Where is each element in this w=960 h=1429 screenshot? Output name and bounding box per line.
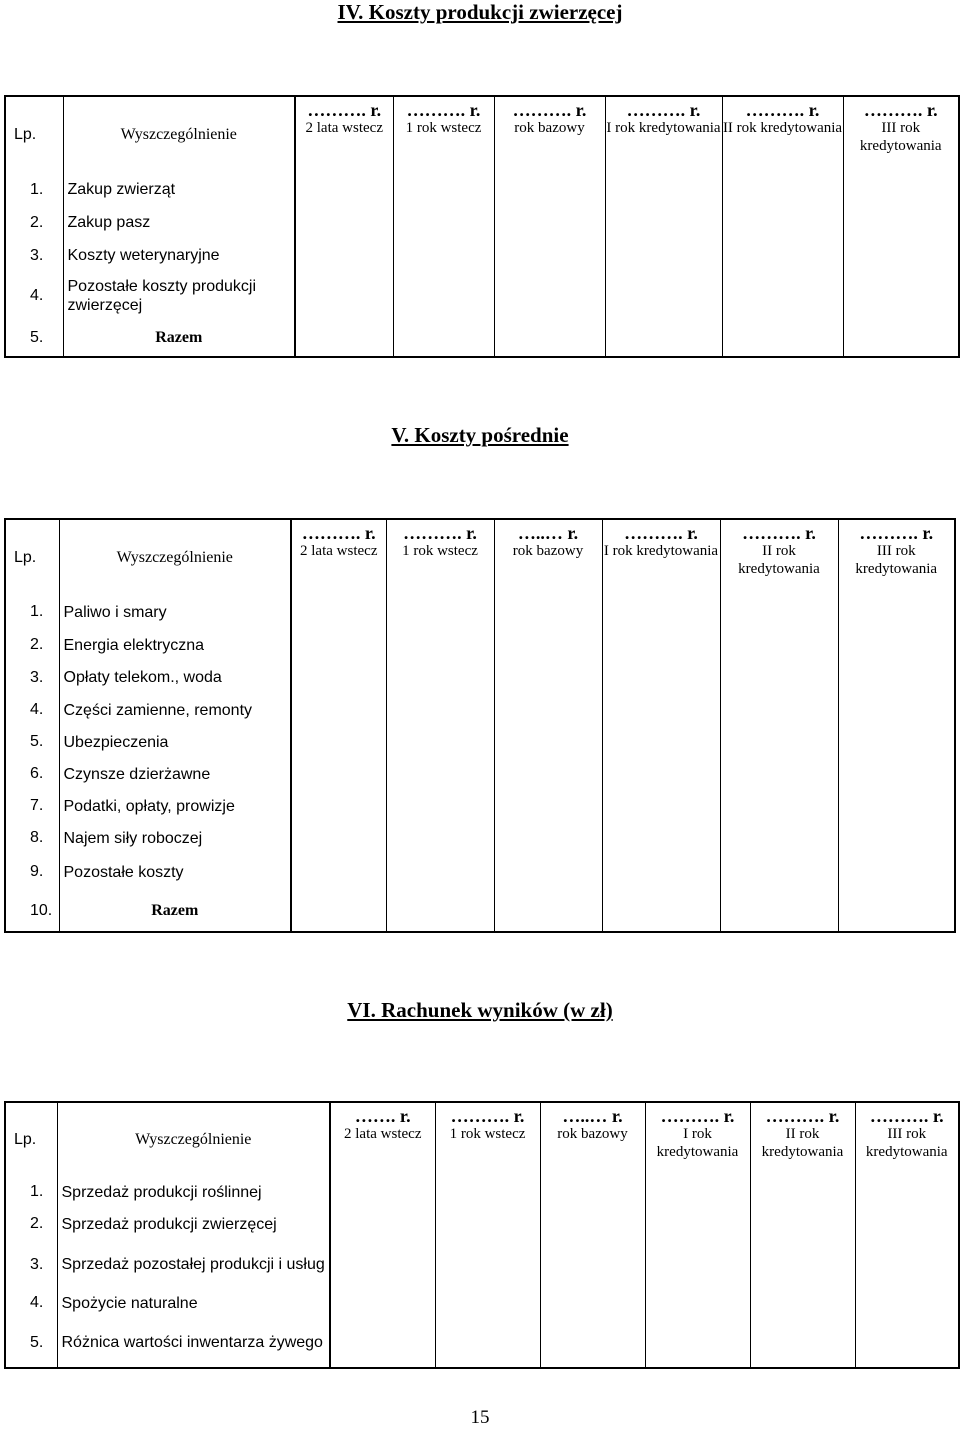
year-sublabel: 1 rok wstecz [405,120,482,136]
row-number: 8. [30,829,44,846]
row-number: 5. [30,1333,44,1351]
year-sublabel: 2 lata wstecz [305,120,383,136]
year-label: ………. r. [307,100,382,120]
row-number: 3. [30,1255,44,1273]
header-lp: Lp. [14,1131,37,1148]
row-label: Zakup pasz [63,206,295,239]
row-label: Sprzedaż pozostałej produkcji i usług [57,1241,330,1288]
table-rachunek-wynikow [4,1101,960,1369]
header-lp: Lp. [14,126,37,143]
year-sublabel: I rok kredytowania [606,120,721,136]
row-label-razem: Razem [63,319,295,357]
year-column-4[interactable] [602,519,720,932]
year-column-6[interactable] [843,96,959,357]
year-label: ………. r. [660,1106,735,1126]
year-sublabel: 2 lata wstecz [344,1126,422,1142]
section-title-v: V. Koszty pośrednie [391,423,569,447]
year-label: ………. r. [765,1106,840,1126]
row-number: 3. [30,246,44,264]
row-label: Zakup zwierząt [63,173,295,206]
year-label: …..… r. [517,523,579,543]
row-label: Ubezpieczenia [59,726,291,758]
year-sublabel: II rok kredytowania [738,543,820,577]
row-label: Sprzedaż produkcji roślinnej [57,1177,330,1207]
header-lp: Lp. [14,548,37,566]
row-label: Części zamienne, remonty [59,694,291,726]
row-label: Paliwo i smary [59,595,291,629]
year-label: ………. r. [742,523,816,543]
year-column-4[interactable] [605,96,722,357]
table-koszty-posrednie [4,518,956,933]
year-label: …..… r. [562,1106,623,1126]
year-sublabel: II rok kredytowania [761,1126,844,1160]
year-sublabel: III rok kredytowania [865,1126,948,1160]
year-sublabel: 1 rok wstecz [402,543,478,559]
year-column-3[interactable] [494,519,602,932]
header-row [5,1102,959,1177]
row-number: 2. [30,636,44,653]
year-column-5[interactable] [720,519,838,932]
row-label: Opłaty telekom., woda [59,661,291,694]
year-label: ……. r. [354,1106,411,1126]
year-sublabel: III rok kredytowania [855,543,938,577]
header-wyszczegolnienie: Wyszczególnienie [57,1102,330,1177]
row-number: 5. [30,733,44,750]
row-label: Pozostałe koszty produkcji zwierzęcej [63,272,295,319]
year-column-2[interactable] [435,1102,540,1368]
row-label-razem: Razem [59,890,291,932]
year-sublabel: rok bazowy [557,1126,628,1142]
year-label: ………. r. [624,523,698,543]
year-column-5[interactable] [722,96,843,357]
year-label: ………. r. [403,523,477,543]
row-label: Czynsze dzierżawne [59,758,291,790]
row-number: 6. [30,765,44,782]
year-label: ………. r. [863,100,938,120]
row-number: 4. [30,286,44,304]
year-column-4[interactable] [645,1102,750,1368]
year-label: ………. r. [301,523,376,543]
year-column-3[interactable] [494,96,605,357]
year-sublabel: I rok kredytowania [603,543,719,559]
year-sublabel: I rok kredytowania [656,1126,739,1160]
row-label: Podatki, opłaty, prowizje [59,790,291,822]
row-number: 10. [30,901,53,919]
year-label: ………. r. [512,100,587,120]
year-sublabel: 1 rok wstecz [449,1126,526,1142]
year-sublabel: III rok kredytowania [859,120,942,154]
row-label: Sprzedaż produkcji zwierzęcej [57,1207,330,1241]
year-label: ………. r. [450,1106,525,1126]
year-column-1[interactable] [291,519,386,932]
row-number: 7. [30,797,44,814]
row-number: 3. [30,668,44,686]
year-label: ………. r. [869,1106,944,1126]
row-number: 2. [30,213,44,231]
year-sublabel: rok bazowy [514,120,585,136]
year-column-3[interactable] [540,1102,645,1368]
row-number: 2. [30,1215,44,1232]
row-number: 1. [30,603,44,620]
table-koszty-produkcji-zwierzecej [4,95,960,358]
row-label: Pozostałe koszty [59,854,291,890]
row-number: 1. [30,180,44,198]
row-number: 9. [30,863,44,880]
year-column-5[interactable] [750,1102,855,1368]
year-sublabel: II rok kredytowania [722,120,843,136]
row-number: 5. [30,328,44,346]
header-wyszczegolnienie: Wyszczególnienie [63,96,295,173]
year-label: ………. r. [406,100,481,120]
section-title-iv: IV. Koszty produkcji zwierzęcej [337,0,623,24]
row-number: 4. [30,701,44,718]
year-column-6[interactable] [838,519,955,932]
year-column-2[interactable] [393,96,494,357]
header-wyszczegolnienie: Wyszczególnienie [59,519,291,595]
row-number: 1. [30,1183,44,1200]
row-number: 4. [30,1294,44,1311]
year-column-1[interactable] [295,96,393,357]
header-row [5,96,959,173]
header-row [5,519,955,595]
row-label: Koszty weterynaryjne [63,239,295,272]
section-title-vi: VI. Rachunek wyników (w zł) [347,998,613,1022]
year-column-6[interactable] [855,1102,959,1368]
year-column-2[interactable] [386,519,494,932]
year-label: ………. r. [626,100,701,120]
year-label: ………. r. [859,523,934,543]
row-label: Spożycie naturalne [57,1288,330,1318]
year-column-1[interactable] [330,1102,435,1368]
page-number: 15 [470,1407,490,1428]
row-label: Najem siły roboczej [59,822,291,854]
row-label: Różnica wartości inwentarza żywego [57,1318,330,1368]
year-sublabel: 2 lata wstecz [300,543,378,559]
year-label: ………. r. [745,100,820,120]
row-label: Energia elektryczna [59,629,291,661]
year-sublabel: rok bazowy [512,543,584,559]
